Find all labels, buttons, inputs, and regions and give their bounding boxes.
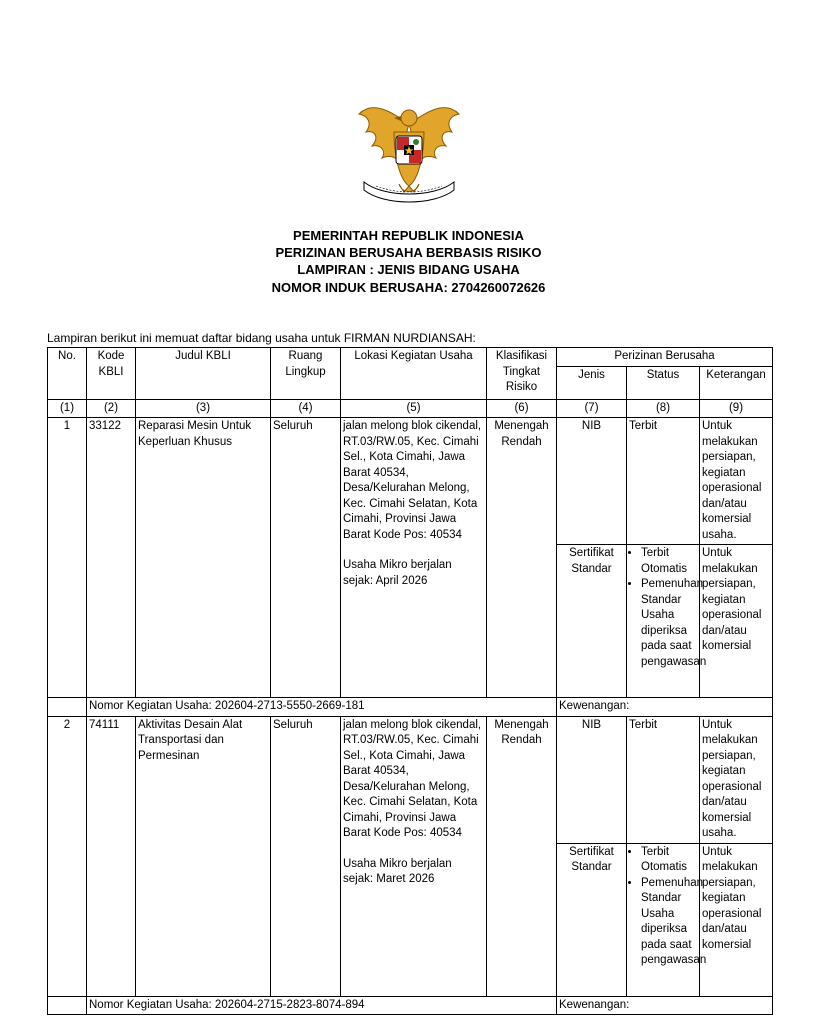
garuda-emblem [354, 94, 464, 214]
col-number: (8) [627, 399, 700, 418]
row-klasifikasi: Menengah Rendah [487, 716, 557, 996]
row-klasifikasi: Menengah Rendah [487, 418, 557, 698]
business-fields-table [47, 347, 773, 1015]
usaha-mikro-since: Usaha Mikro berjalan sejak: April 2026 [343, 559, 452, 587]
title-line-3: LAMPIRAN : JENIS BIDANG USAHA [297, 262, 520, 277]
header-keterangan: Keterangan [700, 366, 773, 399]
table-header-row [48, 348, 773, 367]
col-number: (4) [271, 399, 341, 418]
lokasi-address: jalan melong blok cikendal, RT.03/RW.05, Kec. Cimahi Sel., Kota Cimahi, Jawa Barat 40534, Desa/Kelurahan Melong, Kec. Cimahi Selatan, Kota Cimahi, Provinsi Jawa Barat Kode Pos: 40534 [343, 718, 482, 839]
empty-cell [48, 996, 87, 1015]
row-jenis-nib: NIB [557, 418, 627, 545]
status-item: • Pemenuhan Standar Usaha diperiksa pada saat pengawasan [641, 876, 697, 969]
table-row-footer [48, 698, 773, 717]
header-judul-kbli: Judul KBLI [136, 348, 271, 400]
status-item: • Terbit Otomatis [641, 546, 697, 577]
table-row-footer [48, 996, 773, 1015]
intro-text: Lampiran berikut ini memuat daftar bidang usaha untuk FIRMAN NURDIANSAH: [47, 331, 476, 345]
header-no: No. [48, 348, 87, 400]
row-judul-kbli: Reparasi Mesin Untuk Keperluan Khusus [136, 418, 271, 698]
table-row [48, 716, 773, 843]
status-item: • Pemenuhan Standar Usaha diperiksa pada saat pengawasan [641, 577, 697, 670]
kewenangan: Kewenangan: [557, 996, 773, 1015]
row-status-sertifikat [627, 843, 707, 996]
row-lokasi [341, 418, 487, 698]
col-number: (1) [48, 399, 87, 418]
col-number: (7) [557, 399, 627, 418]
col-number: (9) [700, 399, 773, 418]
row-jenis-nib: NIB [557, 716, 627, 843]
title-line-2: PERIZINAN BERUSAHA BERBASIS RISIKO [275, 245, 542, 260]
row-ruang-lingkup: Seluruh [271, 716, 341, 996]
nomor-kegiatan: Nomor Kegiatan Usaha: 202604-2715-2823-8074-894 [87, 996, 557, 1015]
row-status-nib: Terbit [627, 716, 700, 843]
row-jenis-sertifikat: Sertifikat Standar [557, 545, 627, 698]
usaha-mikro-since: Usaha Mikro berjalan sejak: Maret 2026 [343, 857, 452, 885]
row-keterangan-nib: Untuk melakukan persiapan, kegiatan operasional dan/atau komersial usaha. [700, 716, 773, 843]
row-no: 1 [48, 418, 87, 698]
row-keterangan-sertifikat: Untuk melakukan persiapan, kegiatan operasional dan/atau komersial [700, 843, 773, 996]
row-kode-kbli: 74111 [87, 716, 136, 996]
row-judul-kbli: Aktivitas Desain Alat Transportasi dan Permesinan [136, 716, 271, 996]
header-kode-kbli: Kode KBLI [87, 348, 136, 400]
row-status-sertifikat [627, 545, 707, 698]
row-kode-kbli: 33122 [87, 418, 136, 698]
nomor-kegiatan: Nomor Kegiatan Usaha: 202604-2713-5550-2669-181 [87, 698, 557, 717]
title-line-1: PEMERINTAH REPUBLIK INDONESIA [293, 228, 524, 243]
row-ruang-lingkup: Seluruh [271, 418, 341, 698]
table-row [48, 418, 773, 545]
header-ruang-lingkup: Ruang Lingkup [271, 348, 341, 400]
row-lokasi [341, 716, 487, 996]
header-perizinan: Perizinan Berusaha [557, 348, 773, 367]
col-number: (2) [87, 399, 136, 418]
row-status-nib: Terbit [627, 418, 700, 545]
kewenangan: Kewenangan: [557, 698, 773, 717]
col-number: (5) [341, 399, 487, 418]
header-status: Status [627, 366, 700, 399]
col-number: (3) [136, 399, 271, 418]
row-jenis-sertifikat: Sertifikat Standar [557, 843, 627, 996]
row-keterangan-sertifikat: Untuk melakukan persiapan, kegiatan operasional dan/atau komersial [700, 545, 773, 698]
col-number: (6) [487, 399, 557, 418]
row-keterangan-nib: Untuk melakukan persiapan, kegiatan operasional dan/atau komersial usaha. [700, 418, 773, 545]
row-no: 2 [48, 716, 87, 996]
column-number-row [48, 399, 773, 418]
lokasi-address: jalan melong blok cikendal, RT.03/RW.05, Kec. Cimahi Sel., Kota Cimahi, Jawa Barat 40534, Desa/Kelurahan Melong, Kec. Cimahi Selatan, Kota Cimahi, Provinsi Jawa Barat Kode Pos: 40534 [343, 420, 482, 541]
header-jenis: Jenis [557, 366, 627, 399]
header-lokasi: Lokasi Kegiatan Usaha [341, 348, 487, 400]
empty-cell [48, 698, 87, 717]
status-item: • Terbit Otomatis [641, 845, 697, 876]
title-line-4: NOMOR INDUK BERUSAHA: 2704260072626 [271, 280, 546, 295]
header-klasifikasi: Klasifikasi Tingkat Risiko [487, 348, 557, 400]
